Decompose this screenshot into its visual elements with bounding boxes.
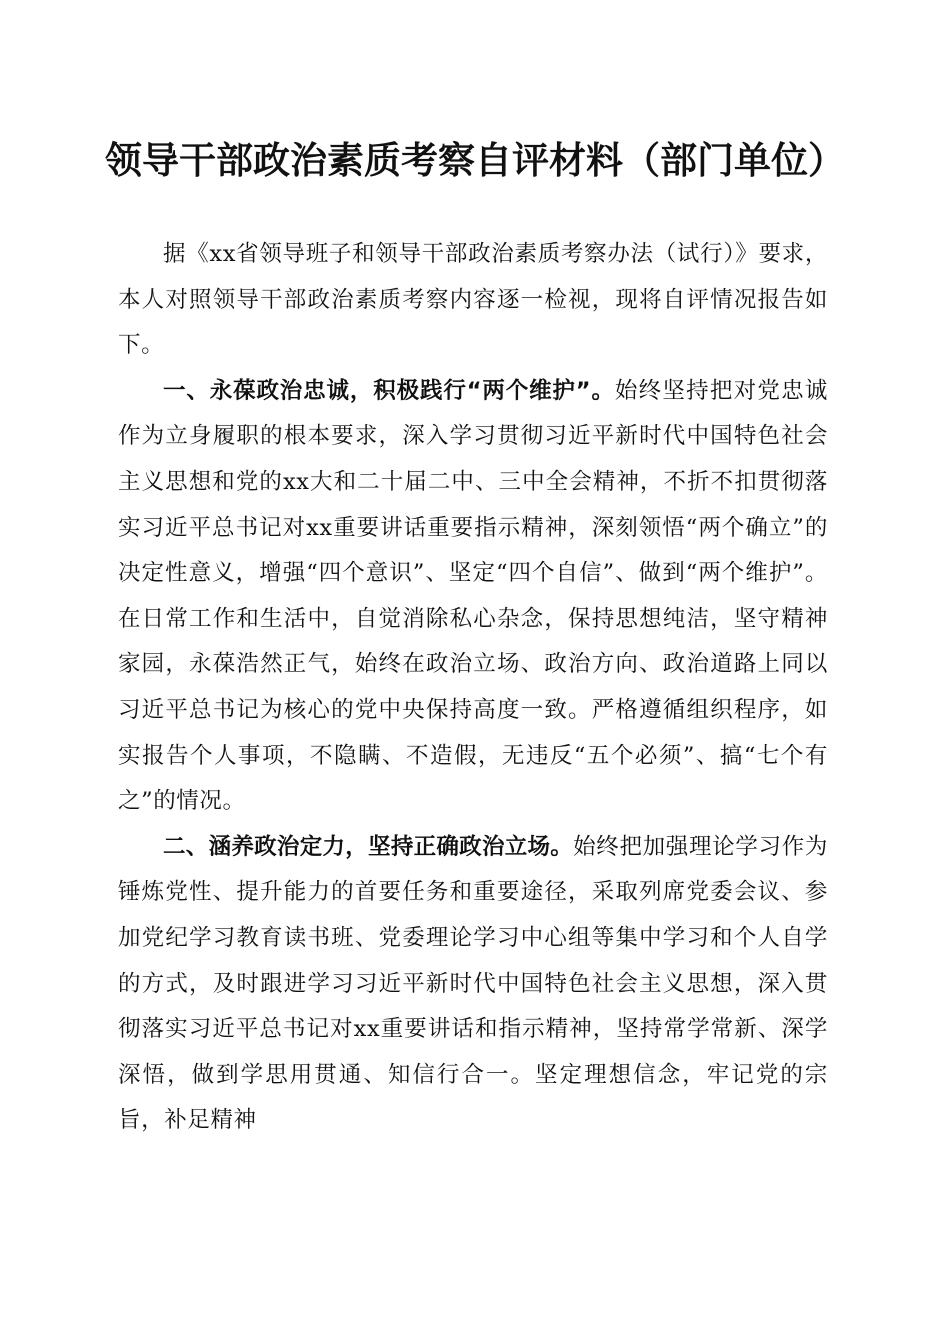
section-text-2: 始终把加强理论学习作为锤炼党性、提升能力的首要任务和重要途径，采取列席党委会议、参加党纪学习教育读书班、党委理论学习中心组等集中学习和个人自学的方式，及时跟进学习习近平新时代中国特色社会主义思想，深入贯彻落实习近平总书记对xx重要讲话和指示精神，坚持常学常新、深学深悟，做到学思用贯通、知信行合一。坚定理想信念，牢记党的宗旨，补足精神 [118,833,828,1134]
intro-paragraph: 据《xx省领导班子和领导干部政治素质考察办法（试行）》要求，本人对照领导干部政治素质考察内容逐一检视，现将自评情况报告如下。 [118,241,828,359]
section-text-1: 始终坚持把对党忠诚作为立身履职的根本要求，深入学习贯彻习近平新时代中国特色社会主义思想和党的xx大和二十届二中、三中全会精神，不折不扣贯彻落实习近平总书记对xx重要讲话重要指示精神，深刻领悟“两个确立”的决定性意义，增强“四个意识”、坚定“四个自信”、做到“两个维护”。在日常工作和生活中，自觉消除私心杂念，保持思想纯洁，坚守精神家园，永葆浩然正气，始终在政治立场、政治方向、政治道路上同以习近平总书记为核心的党中央保持高度一致。严格遵循组织程序，如实报告个人事项，不隐瞒、不造假，无违反“五个必须”、搞“七个有之”的情况。 [118,377,829,815]
document-body [118,232,828,1144]
section-heading-2: 二、涵养政治定力，坚持正确政治立场。 [163,833,574,860]
document-title: 领导干部政治素质考察自评材料（部门单位） [105,138,845,182]
section-heading-1: 一、永葆政治忠诚，积极践行“两个维护”。 [163,377,615,404]
section-paragraph-1 [118,369,828,825]
section-paragraph-2 [118,825,828,1144]
